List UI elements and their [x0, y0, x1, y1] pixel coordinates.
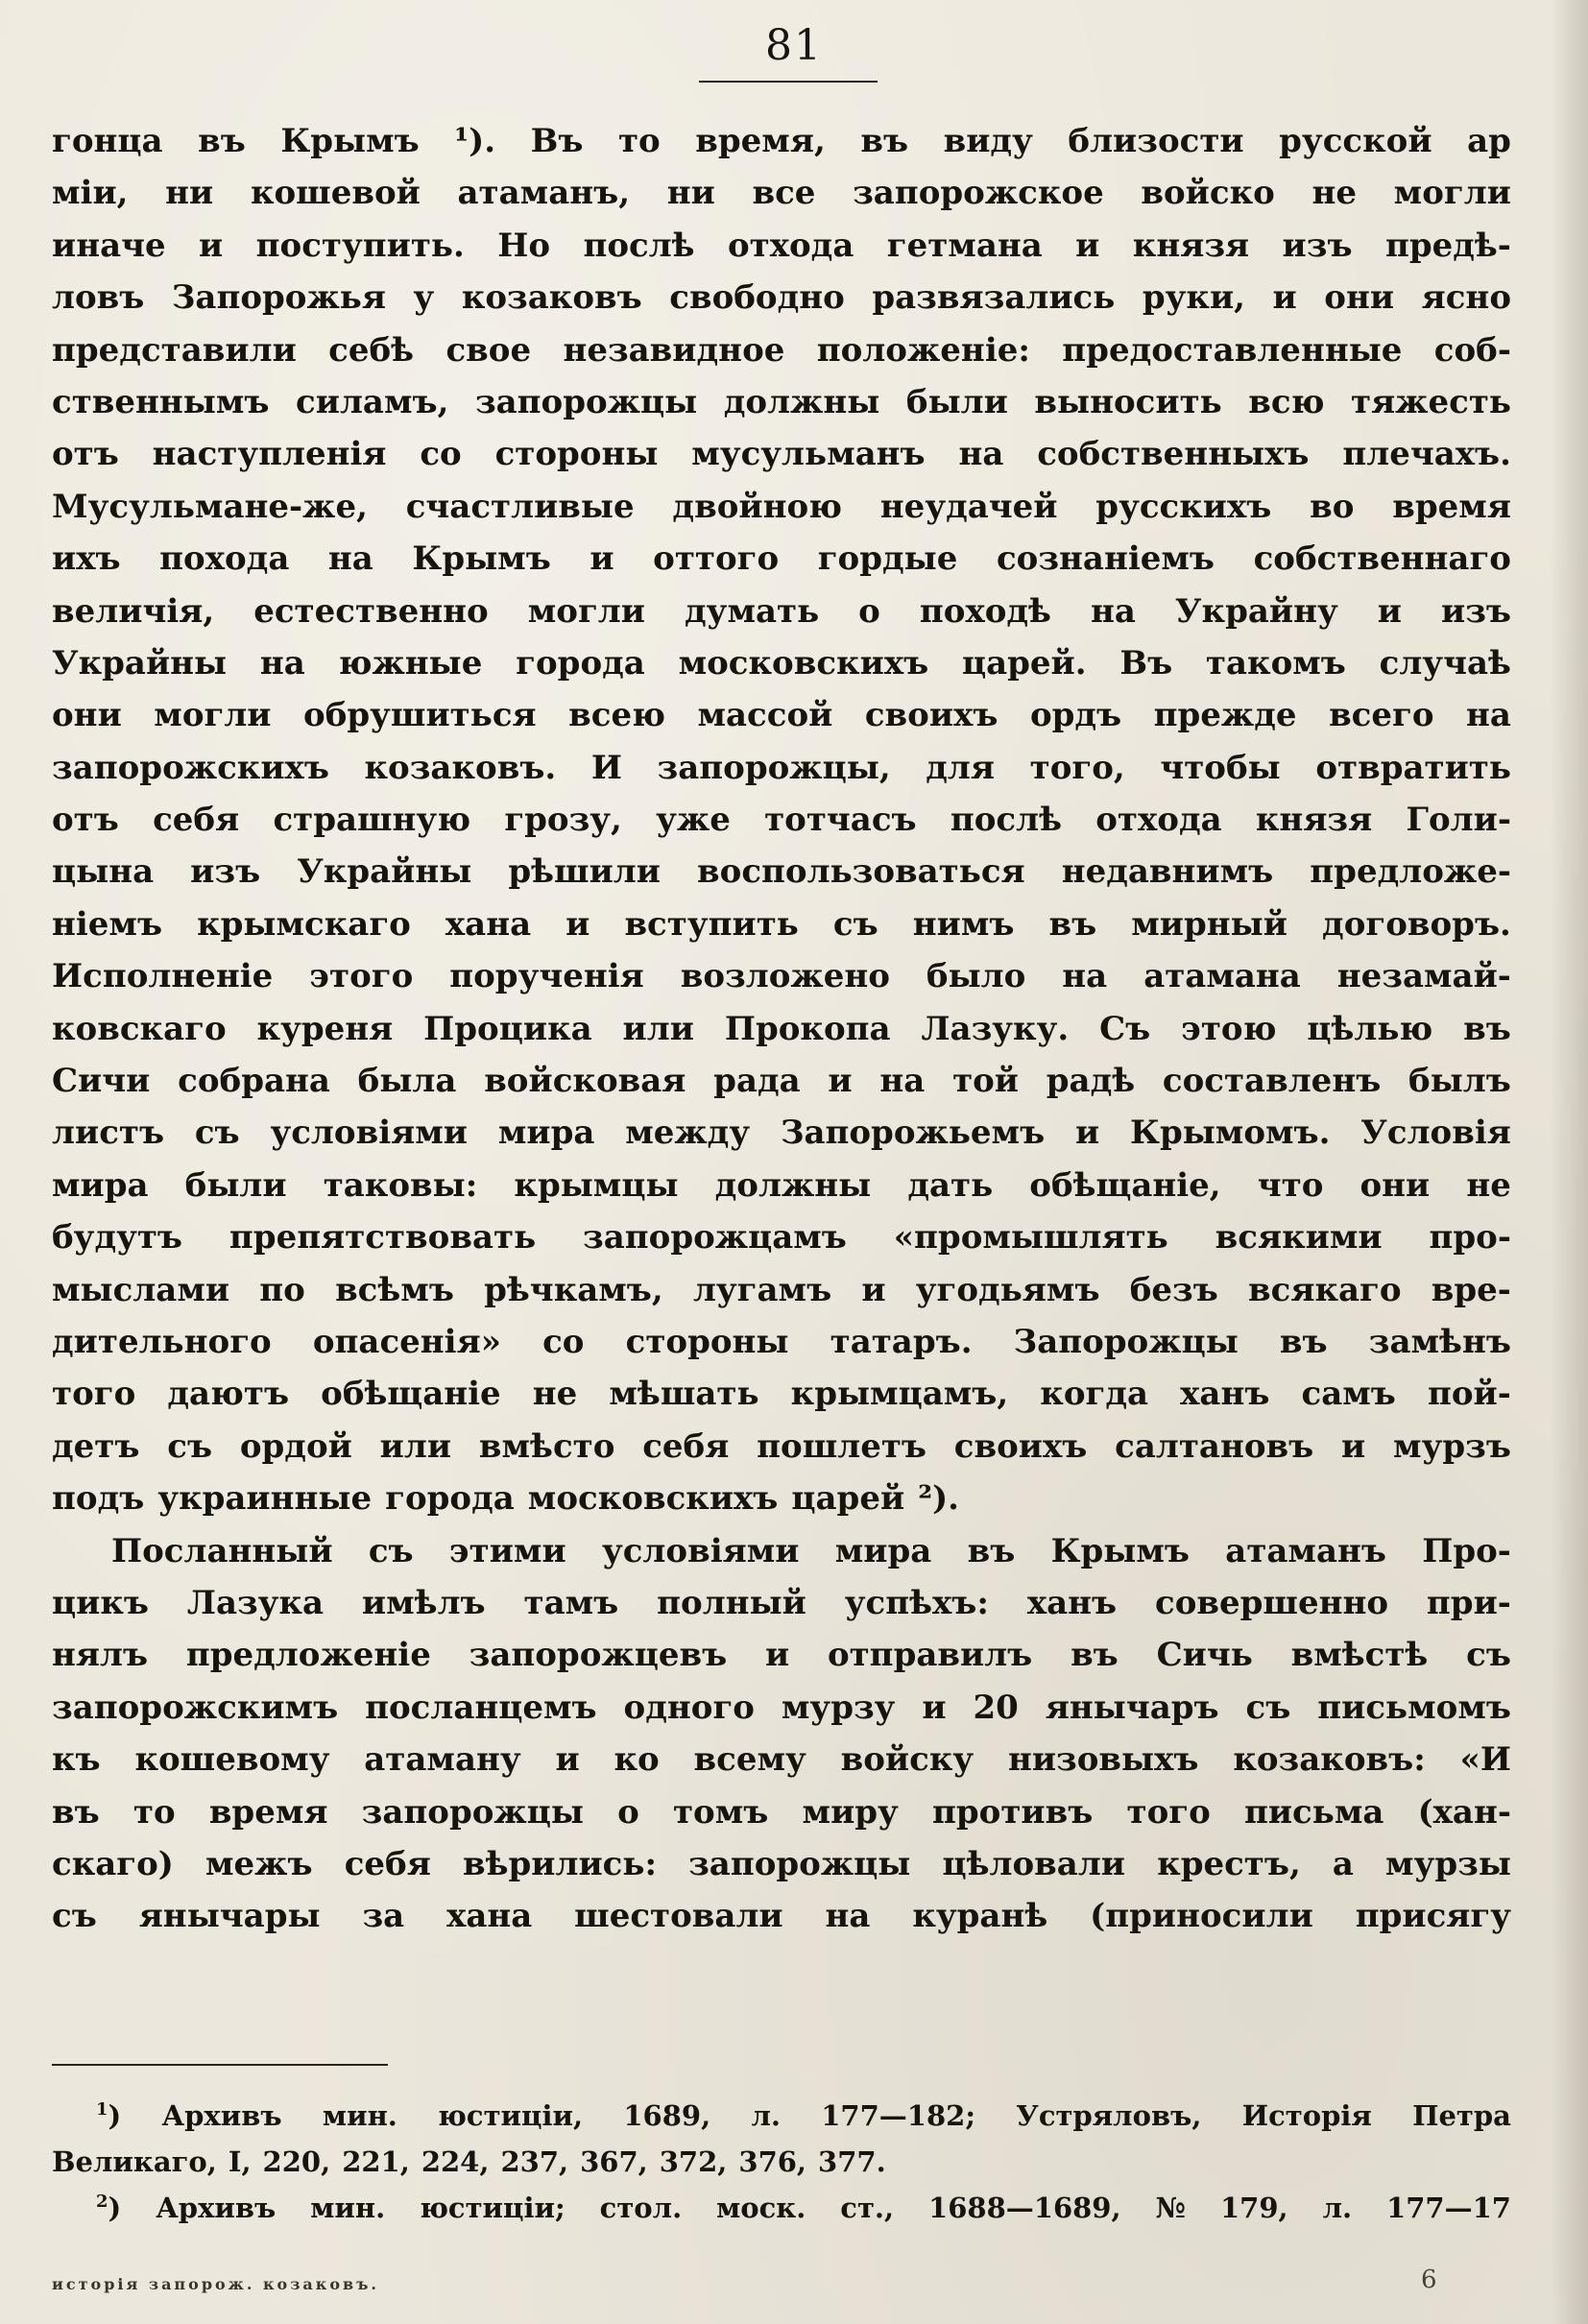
- text-line: отъ наступленія со стороны мусульманъ на собственныхъ плечахъ.: [52, 435, 1511, 474]
- footnote-line: Великаго, I, 220, 221, 224, 237, 367, 372, 376, 377.: [52, 2145, 886, 2178]
- text-line: міи, ни кошевой атаманъ, ни все запорожское войско не могли: [52, 174, 1511, 213]
- text-line: того даютъ обѣщаніе не мѣшать крымцамъ, когда ханъ самъ пой-: [52, 1375, 1511, 1414]
- footnote-rule: [52, 2064, 388, 2066]
- text-line: они могли обрушиться всею массой своихъ ордъ прежде всего на: [52, 696, 1511, 735]
- text-line: Сичи собрана была войсковая рада и на той радѣ составленъ былъ: [52, 1062, 1511, 1101]
- text-line: цына изъ Украйны рѣшили воспользоваться недавнимъ предложе-: [52, 852, 1511, 892]
- text-line: ихъ похода на Крымъ и оттого гордые сознаніемъ собственнаго: [52, 539, 1511, 579]
- text-line: Украйны на южные города московскихъ царей. Въ такомъ случаѣ: [52, 643, 1511, 683]
- text-line: подъ украинные города московскихъ царей ²).: [52, 1479, 960, 1519]
- text-line: дительного опасенія» со стороны татаръ. Запорожцы въ замѣнъ: [52, 1322, 1511, 1361]
- footnote-line: $^2$) Архивъ мин. юстиціи; стол. моск. ст., 1688—1689, № 179, л. 177—17: [96, 2192, 1511, 2224]
- text-line: съ янычары за хана шестовали на куранѣ (приносили присягу: [52, 1897, 1511, 1936]
- text-line: скаго) межъ себя вѣрились: запорожцы цѣловали крестъ, а мурзы: [52, 1844, 1511, 1883]
- text-line: иначе и поступить. Но послѣ отхода гетмана и князя изъ предѣ-: [52, 226, 1511, 265]
- text-line: къ кошевому атаману и ко всему войску низовыхъ козаковъ: «И: [52, 1740, 1511, 1780]
- text-line: Мусульмане-же, счастливые двойною неудачей русскихъ во время: [52, 487, 1511, 526]
- text-line: ніемъ крымскаго хана и вступить съ нимъ въ мирный договоръ.: [52, 904, 1511, 944]
- text-line: детъ съ ордой или вмѣсто себя пошлетъ своихъ салтановъ и мурзъ: [52, 1426, 1511, 1466]
- text-line: мыслами по всѣмъ рѣчкамъ, лугамъ и угодьямъ безъ всякаго вре-: [52, 1270, 1511, 1309]
- text-line: ковскаго куреня Процика или Прокопа Лазуку. Съ этою цѣлью въ: [52, 1009, 1511, 1048]
- text-line: Посланный съ этими условіями мира въ Крымъ атаманъ Про-: [111, 1531, 1511, 1570]
- text-line: мира были таковы: крымцы должны дать обѣщаніе, что они не: [52, 1165, 1511, 1205]
- text-line: запорожскихъ козаковъ. И запорожцы, для того, чтобы отвратить: [52, 748, 1511, 787]
- text-line: ловъ Запорожья у козаковъ свободно развязались руки, и они ясно: [52, 278, 1511, 318]
- text-line: ственнымъ силамъ, запорожцы должны были выносить всю тяжесть: [52, 382, 1511, 421]
- text-line: гонца въ Крымъ ¹). Въ то время, въ виду близости русской ар: [52, 122, 1511, 160]
- header-rule: [699, 81, 878, 83]
- footnotes: [52, 2093, 1511, 2231]
- text-line: величія, естественно могли думать о походѣ на Украйну и изъ: [52, 591, 1511, 631]
- text-line: листъ съ условіями мира между Запорожьемъ и Крымомъ. Условія: [52, 1114, 1511, 1153]
- body-text: [52, 115, 1511, 1943]
- footnote-marker: 1: [96, 2099, 108, 2120]
- text-line: будутъ препятствовать запорожцамъ «промышлять всякими про-: [52, 1218, 1511, 1258]
- signature-mark: 6: [1421, 2265, 1437, 2294]
- text-line: запорожскимъ посланцемъ одного мурзу и 20 янычаръ съ письмомъ: [52, 1688, 1511, 1727]
- text-line: цикъ Лазука имѣлъ тамъ полный успѣхъ: ханъ совершенно при-: [52, 1583, 1511, 1622]
- page-edge-shadow: [1550, 0, 1588, 2324]
- footnote-line: $^1$) Архивъ мин. юстиціи, 1689, л. 177—182; Устряловъ, Исторія Петра: [96, 2099, 1511, 2132]
- text-line: представили себѣ свое незавидное положеніе: предоставленные соб-: [52, 330, 1511, 370]
- text-line: Исполненіе этого порученія возложено было на атамана незамай-: [52, 957, 1511, 996]
- text-line: въ то время запорожцы о томъ миру противъ того письма (хан-: [52, 1792, 1511, 1832]
- page-number: 81: [765, 21, 823, 70]
- footnote-marker: 2: [96, 2192, 108, 2213]
- printer-signature: исторія запорож. козаковъ.: [52, 2275, 379, 2293]
- text-line: нялъ предложеніе запорожцевъ и отправилъ въ Сичь вмѣстѣ съ: [52, 1636, 1511, 1675]
- text-line: отъ себя страшную грозу, уже тотчасъ послѣ отхода князя Голи-: [52, 801, 1511, 840]
